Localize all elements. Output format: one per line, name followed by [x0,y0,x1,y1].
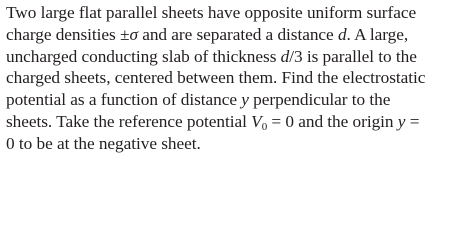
problem-statement [6,2,465,155]
text-run: 0 to be at the negative sheet. [6,133,201,153]
problem-line [6,24,465,46]
text-run: Two large flat parallel sheets have opposite uniform surface [6,3,417,22]
text-run: perpendicular to the [248,90,391,110]
text-run: = [405,111,420,131]
problem-line [6,46,465,68]
text-run: /3 is parallel to the [289,46,417,66]
problem-line [6,111,465,133]
math-symbol: y [397,111,406,131]
text-run: charged sheets, centered between them. Find the electrostatic [6,68,426,88]
math-symbol: y [241,90,249,110]
problem-line [6,133,465,155]
text-run: uncharged conducting slab of thickness [6,46,281,66]
text-run: potential as a function of distance [6,90,242,110]
problem-line [6,2,465,24]
problem-line [6,67,465,89]
math-symbol: 0 [261,120,268,133]
math-symbol: d [280,46,290,66]
text-run: = 0 and the origin [267,111,398,131]
text-run: sheets. Take the reference potential [6,111,252,131]
text-run: and are separated a distance [137,24,338,44]
problem-line [6,89,465,111]
math-symbol: ±σ [120,24,138,44]
text-run: . A large, [346,24,409,44]
math-symbol: d [337,24,347,44]
text-run: charge densities [6,24,121,44]
math-symbol: V [251,111,262,131]
